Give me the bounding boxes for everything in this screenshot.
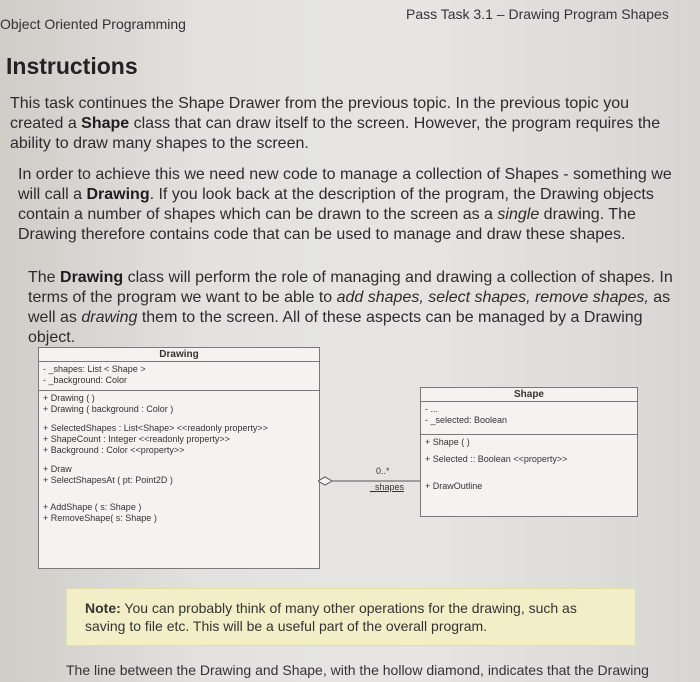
paragraph-3 [28,268,678,348]
spacer [425,465,633,481]
bottom-text: The line between the Drawing and Shape, with the hollow diamond, indicates that the Drawing [66,662,649,678]
spacer [43,415,315,423]
italic-text: single [497,206,540,223]
paragraph-1 [10,94,682,154]
role-label: _shapes [370,482,405,492]
multiplicity-label: 0..* [376,466,390,476]
text-run: drawing. The Drawing therefore contains code that can be used to manage and draw these shapes. [18,206,636,243]
spacer [43,486,315,502]
method: + AddShape ( s: Shape ) [43,502,142,512]
emphasis: Shape [81,115,130,132]
uml-shape-class [420,387,638,517]
hollow-diamond-icon [318,477,332,485]
emphasis: Drawing [86,186,150,203]
method: + RemoveShape( s: Shape ) [43,513,157,523]
course-title: Object Oriented Programming [0,16,186,32]
method: + Background : Color <<property>> [43,445,185,455]
text-run: class that can draw itself to the screen. However, the program requires the ability to draw many shapes to the screen. [10,115,661,152]
paragraph-2 [18,165,680,245]
section-title: Instructions [6,53,138,79]
field: - _shapes: List < Shape > [43,364,146,374]
note-label: Note: [85,600,121,616]
method: + SelectShapesAt ( pt: Point2D ) [43,475,173,485]
class-name: Shape [421,388,637,402]
class-methods [421,435,637,494]
class-fields [39,362,319,391]
method: + SelectedShapes : List<Shape> <<readonly property>> [43,423,268,433]
text-run: This task continues the Shape Drawer from the previous topic. In the previous topic you created a [10,95,629,132]
task-title: Pass Task 3.1 – Drawing Program Shapes [406,6,669,22]
field: - _selected: Boolean [425,415,508,425]
class-fields [421,402,637,435]
note-box [66,588,636,646]
emphasis: Drawing [60,269,124,286]
method: + ShapeCount : Integer <<readonly property>> [43,434,230,444]
text-run: The [28,269,61,286]
spacer [43,456,315,464]
class-name: Drawing [39,348,319,362]
field: - ... [425,404,438,414]
text-run: class will perform the role of managing and drawing a collection of shapes. In terms of the program we want to be able to [28,269,673,306]
method: + DrawOutline [425,481,483,491]
note-text: You can probably think of many other operations for the drawing, such as saving to file etc. This will be a useful part of the overall program. [85,600,577,634]
italic-text: add shapes, select shapes, remove shapes, [336,289,649,306]
uml-drawing-class [38,347,320,569]
method: + Selected :: Boolean <<property>> [425,454,568,464]
method: + Draw [43,464,72,474]
italic-text: drawing [81,309,138,326]
method: + Drawing ( background : Color ) [43,404,174,414]
field: - _background: Color [43,375,128,385]
text-run: In order to achieve this we need new code to manage a collection of Shapes - something we will call a [18,166,672,203]
text-run: them to the screen. All of these aspects can be managed by a Drawing object. [28,309,643,346]
method: + Shape ( ) [425,437,470,447]
text-run: . If you look back at the description of the program, the Drawing objects contain a number of shapes which can be drawn to the screen as a [18,186,654,223]
method: + Drawing ( ) [43,393,95,403]
class-methods [39,391,319,526]
text-run: as well as [28,289,671,326]
